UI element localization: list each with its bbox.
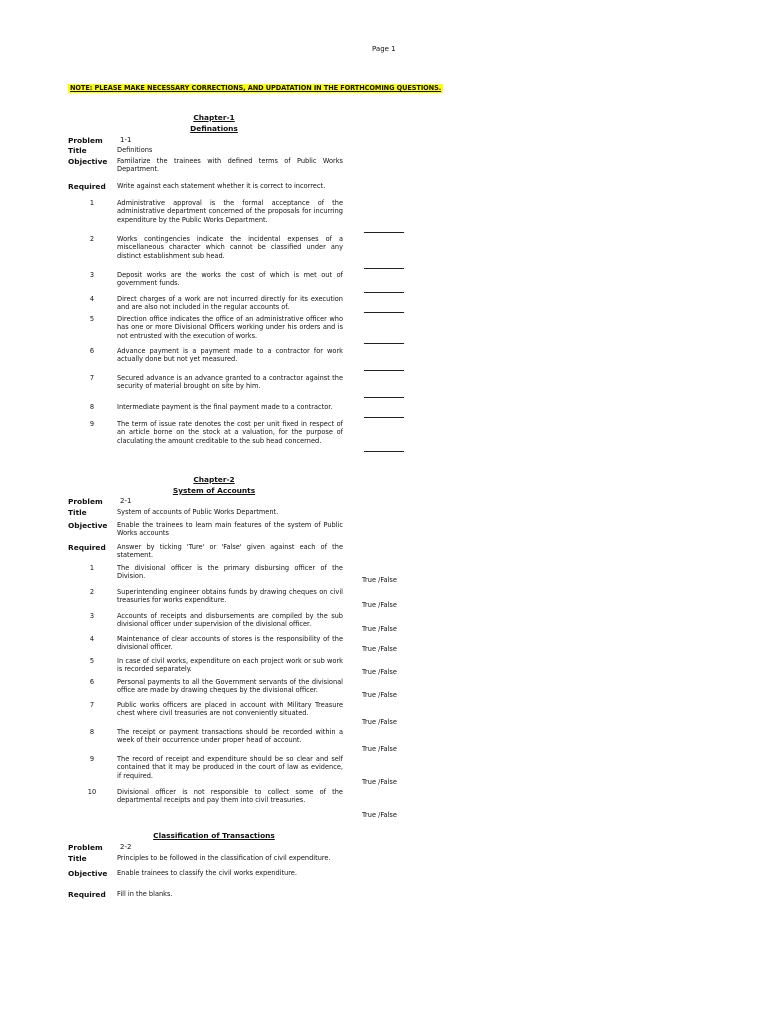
true-false-option[interactable]: True /False — [362, 718, 397, 726]
question-text: Superintending engineer obtains funds by drawing cheques on civil treasuries for works expenditure. — [117, 588, 343, 605]
question-number: 5 — [89, 315, 95, 323]
question-text: The receipt or payment transactions should be recorded within a week of their occurrence under proper head of account. — [117, 728, 343, 745]
question-number: 4 — [89, 295, 95, 303]
question-text: In case of civil works, expenditure on each project work or sub work is recorded separately. — [117, 657, 343, 674]
question-text: Personal payments to all the Government servants of the divisional office are made by drawing cheques by the divisional officer. — [117, 678, 343, 695]
true-false-option[interactable]: True /False — [362, 645, 397, 653]
answer-blank[interactable] — [364, 417, 404, 418]
question-text: Administrative approval is the formal acceptance of the administrative department concerned of the proposals for incurring expenditure by the Public Works Department. — [117, 199, 343, 224]
true-false-option[interactable]: True /False — [362, 601, 397, 609]
title-label: Title — [68, 508, 87, 517]
title-label: Title — [68, 854, 87, 863]
problem-number: 2-2 — [120, 843, 132, 851]
answer-blank[interactable] — [364, 312, 404, 313]
chapter-2-subheading: System of Accounts — [172, 486, 256, 495]
objective-value: Enable trainees to classify the civil works expenditure. — [117, 869, 297, 877]
question-number: 3 — [89, 271, 95, 279]
question-text: The record of receipt and expenditure should be so clear and self contained that it may be produced in the court of law as evidence, if required. — [117, 755, 343, 780]
true-false-option[interactable]: True /False — [362, 625, 397, 633]
chapter-1-subheading: Definations — [190, 124, 238, 133]
page-number: Page 1 — [372, 45, 396, 53]
question-text: Accounts of receipts and disbursements are compiled by the sub divisional officer under supervision of the divisional officer. — [117, 612, 343, 629]
question-text: Maintenance of clear accounts of stores is the responsibility of the divisional officer. — [117, 635, 343, 652]
question-number: 7 — [89, 701, 95, 709]
answer-blank[interactable] — [364, 292, 404, 293]
question-number: 4 — [89, 635, 95, 643]
question-number: 2 — [89, 588, 95, 596]
question-number: 7 — [89, 374, 95, 382]
true-false-option[interactable]: True /False — [362, 811, 397, 819]
problem-number: 2-1 — [120, 497, 132, 505]
question-number: 5 — [89, 657, 95, 665]
answer-blank[interactable] — [364, 232, 404, 233]
question-number: 3 — [89, 612, 95, 620]
objective-label: Objective — [68, 869, 108, 878]
question-text: Direct charges of a work are not incurred directly for its execution and are also not included in the regular accounts of. — [117, 295, 343, 312]
question-number: 6 — [89, 678, 95, 686]
question-text: Works contingencies indicate the incidental expenses of a miscellaneous character which cannot be classified under any distinct establishment sub head. — [117, 235, 343, 260]
answer-blank[interactable] — [364, 343, 404, 344]
required-value: Fill in the blanks. — [117, 890, 173, 898]
true-false-option[interactable]: True /False — [362, 778, 397, 786]
required-label: Required — [68, 182, 106, 191]
objective-value: Enable the trainees to learn main features of the system of Public Works accounts — [117, 521, 343, 538]
answer-blank[interactable] — [364, 397, 404, 398]
required-value: Answer by ticking 'Ture' or 'False' given against each of the statement. — [117, 543, 343, 560]
answer-blank[interactable] — [364, 268, 404, 269]
question-text: Deposit works are the works the cost of which is met out of government funds. — [117, 271, 343, 288]
title-label: Title — [68, 146, 87, 155]
question-text: Intermediate payment is the final payment made to a contractor. — [117, 403, 333, 411]
question-number: 1 — [89, 199, 95, 207]
title-value: System of accounts of Public Works Department. — [117, 508, 279, 516]
required-label: Required — [68, 890, 106, 899]
question-text: Advance payment is a payment made to a contractor for work actually done but not yet measured. — [117, 347, 343, 364]
true-false-option[interactable]: True /False — [362, 576, 397, 584]
question-number: 9 — [89, 420, 95, 428]
true-false-option[interactable]: True /False — [362, 691, 397, 699]
question-number: 6 — [89, 347, 95, 355]
problem-label: Problem — [68, 843, 103, 852]
problem-label: Problem — [68, 497, 103, 506]
question-number: 8 — [89, 403, 95, 411]
title-value: Principles to be followed in the classification of civil expenditure. — [117, 854, 331, 862]
question-text: Secured advance is an advance granted to a contractor against the security of material brought on site by him. — [117, 374, 343, 391]
required-label: Required — [68, 543, 106, 552]
classification-heading: Classification of Transactions — [153, 831, 275, 840]
problem-label: Problem — [68, 136, 103, 145]
answer-blank[interactable] — [364, 370, 404, 371]
question-number: 9 — [89, 755, 95, 763]
title-value: Definitions — [117, 146, 153, 154]
question-number: 2 — [89, 235, 95, 243]
question-text: Direction office indicates the office of an administrative officer who has one or more Divisional Officers working under his orders and is not entrusted with the execution of works. — [117, 315, 343, 340]
problem-number: 1-1 — [120, 136, 132, 144]
required-value: Write against each statement whether it is correct to incorrect. — [117, 182, 326, 190]
objective-value: Familarize the trainees with defined terms of Public Works Department. — [117, 157, 343, 174]
correction-note: NOTE: PLEASE MAKE NECESSARY CORRECTIONS, AND UPDATATION IN THE FORTHCOMING QUESTIONS. — [70, 84, 442, 92]
question-number: 8 — [89, 728, 95, 736]
true-false-option[interactable]: True /False — [362, 668, 397, 676]
question-number: 1 — [89, 564, 95, 572]
objective-label: Objective — [68, 521, 108, 530]
question-text: The term of issue rate denotes the cost per unit fixed in respect of an article borne on the stock at a valuation, for the purpose of claculating the amount creditable to the sub head concerned. — [117, 420, 343, 445]
question-number: 10 — [87, 788, 97, 796]
chapter-1-heading: Chapter-1 — [193, 113, 235, 122]
chapter-2-heading: Chapter-2 — [193, 475, 235, 484]
answer-blank[interactable] — [364, 451, 404, 452]
question-text: Divisional officer is not responsible to collect some of the departmental receipts and pay them into civil treasuries. — [117, 788, 343, 805]
question-text: The divisional officer is the primary disbursing officer of the Division. — [117, 564, 343, 581]
objective-label: Objective — [68, 157, 108, 166]
true-false-option[interactable]: True /False — [362, 745, 397, 753]
question-text: Public works officers are placed in account with Military Treasure chest where civil treasuries are not conveniently situated. — [117, 701, 343, 718]
